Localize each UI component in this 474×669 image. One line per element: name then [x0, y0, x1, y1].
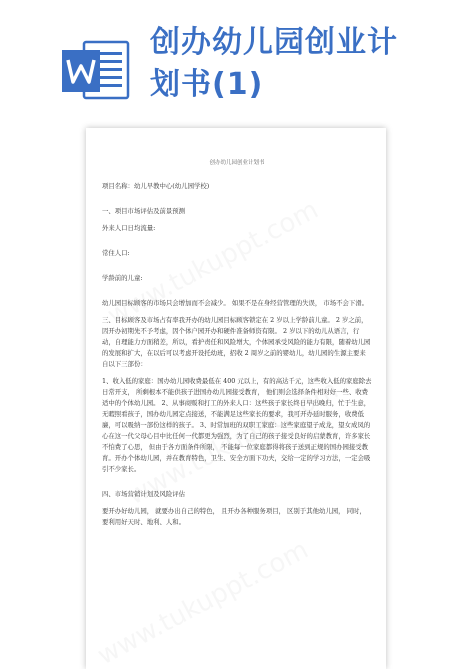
document-page: [86, 128, 386, 669]
document-header: 创办幼儿园创业计划书: [209, 160, 265, 166]
word-document-icon: [60, 38, 130, 102]
paragraph: 外来人口日均流量:: [102, 224, 156, 232]
page-title: [150, 22, 460, 106]
paragraph: 要开办好幼儿园， 就要办出自己的特色， 且开办各种服务项目， 区别于其他幼儿园， 同时，要利用好天时、地利、人和。: [102, 507, 366, 526]
paragraph: 幼儿园目标顾客的市场只会增加而不会减少。 如果不是在身经营管理的失误， 市场不会下滑。: [102, 299, 369, 307]
paragraph: 1、收入低的家庭：国办幼儿园收费最低在 400 元以上，有的高达千元，这些收入低的家庭除去日常开支， 所剩根本不能供孩子进国办幼儿园接受教育， 他们则会选择条件相对好一些、收费适中的个体幼儿园。 2、从事商贩和打工的外来人口：这些孩子家长终日早出晚归，忙于生意，无暇照看孩子，国办幼儿园定点接送，不能满足这些家长的要求，我可开办延时服务，收费低廉，可以吸纳一部份这样的孩子。 3、时常加班的双职工家庭：这些家庭望子成龙，望女成凤的心在这一代父母心目中比任何一代都更为强烈，为了自己的孩子接受良好的启蒙教育，许多家长不怕费了心思， 但由于各方面条件所限， 不能每一位家庭都得将孩子送到正规的国办园接受教育。开办个体幼儿园，并在教育特色，卫生、安全方面下功夫，交给一定的学习方法，一定会吸引不少家长。: [102, 377, 372, 473]
paragraph: 一、项目市场评估及前景预测: [102, 207, 186, 215]
watermark: [93, 535, 314, 669]
paragraph: 常住人口:: [102, 249, 130, 257]
paragraph: 项目名称：幼儿早教中心(幼儿园学校): [102, 182, 210, 190]
title-line-1: 创办幼儿园创业计: [150, 25, 398, 60]
paragraph: 四、市场营销计划及风险评估: [102, 490, 186, 498]
paragraph: 三、目标顾客及市场占有率我开办的幼儿园目标顾客锁定在 2 岁以上学龄前儿童。 2 岁之前，因开办初期先不予考虑，因个体户园开办和硬件准备师资有限。 2 岁以下的幼儿从语言，行动，自理能力方面稍差，所以，看护责任和风险增大，个体园承受风险的能力有限，随着幼儿园的发展和扩大，在以后可以考虑开设托幼班，招收 2 周岁之前的婴幼儿，幼儿园的生源主要来自以下三部份：: [102, 316, 371, 368]
title-line-2: 划书(1): [150, 67, 264, 102]
document-body: [102, 158, 372, 534]
paragraph: 学龄前的儿童:: [102, 274, 143, 282]
header-banner: [0, 0, 474, 120]
